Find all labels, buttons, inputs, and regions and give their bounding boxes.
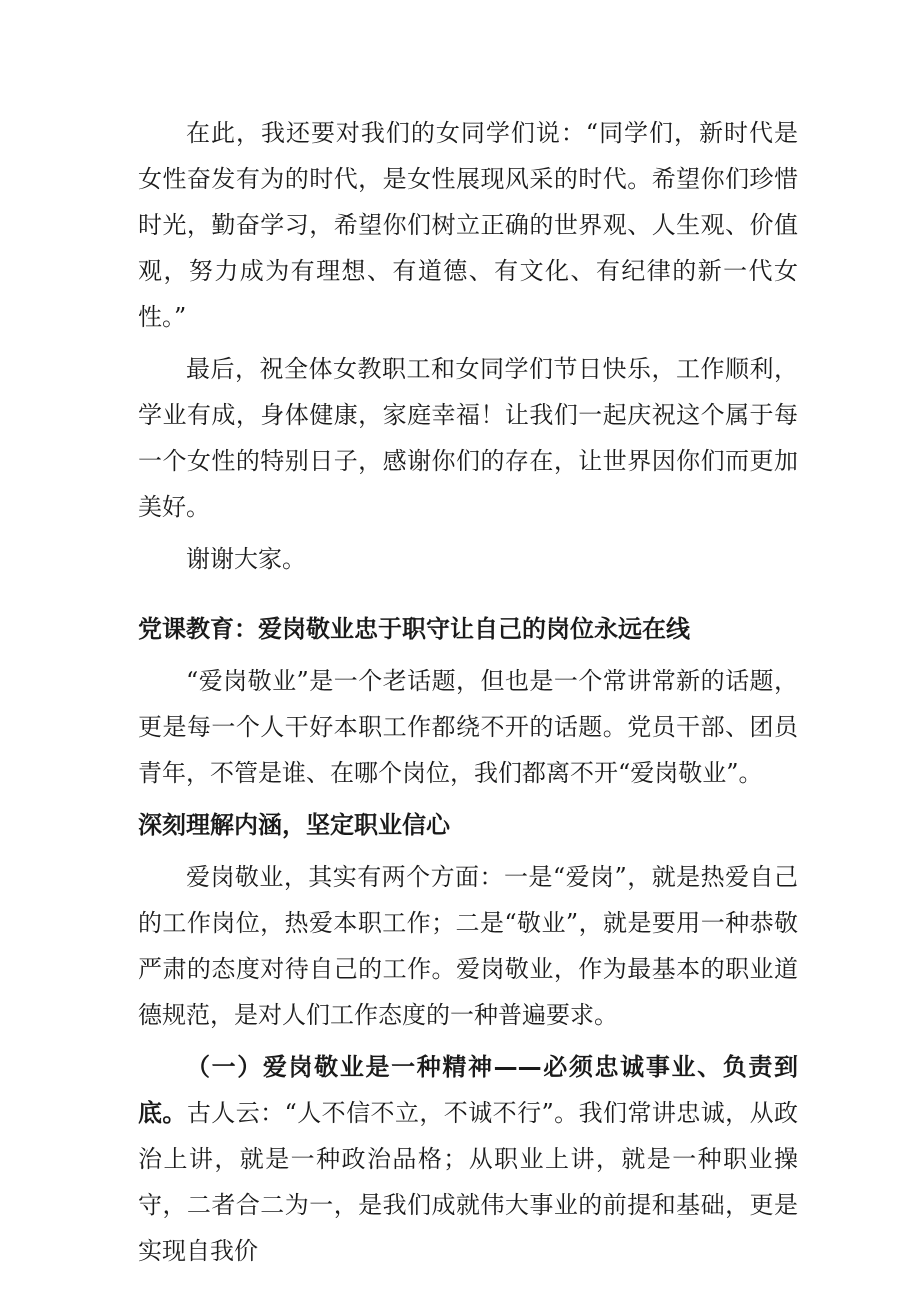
- paragraph-final-wishes: 最后，祝全体女教职工和女同学们节日快乐，工作顺利，学业有成，身体健康，家庭幸福！让我们一起庆祝这个属于每一个女性的特别日子，感谢你们的存在，让世界因你们而更加美好。: [138, 355, 798, 521]
- paragraph-intro: “爱岗敬业”是一个老话题，但也是一个常讲常新的话题，更是每一个人干好本职工作都绕不开的话题。党员干部、团员青年，不管是谁、在哪个岗位，我们都离不开“爱岗敬业”。: [138, 667, 798, 787]
- paragraph-closing-message: 在此，我还要对我们的女同学们说：“同学们，新时代是女性奋发有为的时代，是女性展现风采的时代。希望你们珍惜时光，勤奋学习，希望你们树立正确的世界观、人生观、价值观，努力成为有理想、有道德、有文化、有纪律的新一代女性。”: [138, 119, 798, 331]
- subsection-lead: （一）爱岗敬业是一种精神——必须忠诚事业、负责到底。: [138, 1053, 798, 1127]
- document-page: [138, 110, 798, 1274]
- section-heading: 深刻理解内涵，坚定职业信心: [138, 811, 450, 839]
- subsection-body: 古人云：“人不信不立，不诚不行”。我们常讲忠诚，从政治上讲，就是一种政治品格；从职业上讲，就是一种职业操守，二者合二为一，是我们成就伟大事业的前提和基础，更是实现自我价: [138, 1099, 799, 1265]
- paragraph-definition: 爱岗敬业，其实有两个方面：一是“爱岗”，就是热爱自己的工作岗位，热爱本职工作；二是“敬业”，就是要用一种恭敬严肃的态度对待自己的工作。爱岗敬业，作为最基本的职业道德规范，是对人们工作态度的一种普遍要求。: [138, 863, 798, 1029]
- article-title: 党课教育：爱岗敬业忠于职守让自己的岗位永远在线: [138, 615, 690, 643]
- paragraph-spirit: [138, 1044, 798, 1274]
- paragraph-thanks: 谢谢大家。: [186, 545, 306, 573]
